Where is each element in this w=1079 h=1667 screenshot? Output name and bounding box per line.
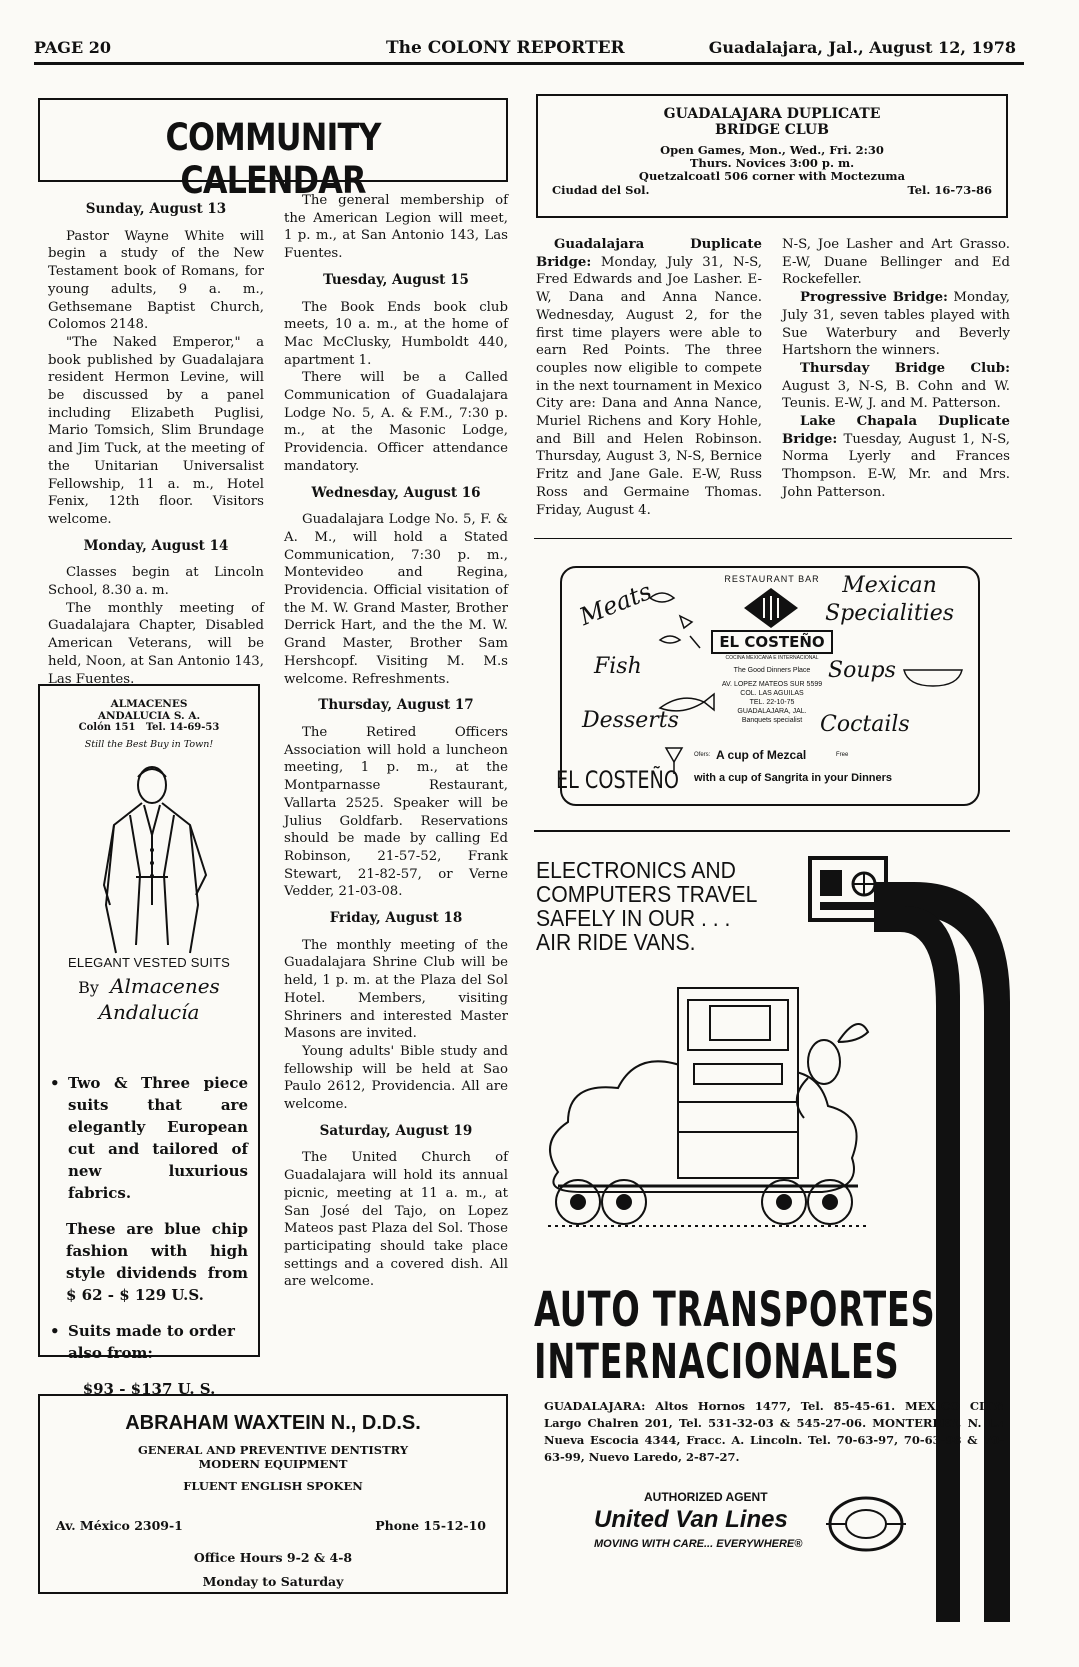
transportes-slogan: MOVING WITH CARE... EVERYWHERE® <box>594 1538 803 1550</box>
calendar-date-heading: Saturday, August 19 <box>319 1122 473 1139</box>
almacenes-name2: ANDALUCIA S. A. <box>97 710 201 722</box>
almacenes-headline: ELEGANT VESTED SUITS <box>68 955 230 970</box>
bridge-result-entry <box>782 236 1010 289</box>
almacenes-by: By <box>78 978 99 997</box>
calendar-title: COMMUNITY CALENDAR <box>165 116 381 202</box>
transportes-headline4: AIR RIDE VANS. <box>536 929 696 955</box>
transportes-addresses: GUADALAJARA: Altos Hornos 1477, Tel. 85-45-61. MEXICO CITY: Largo Chalren 201, Tel. 531-32-03 & 545-27-06. MONTERREY, N. L.: Nueva Escocia 4344, Fracc. A. Lincoln. Tel. 70-63-97, 70-63-98 & 70-63-99, Nuevo Laredo, 2-87-27. <box>544 1399 1004 1464</box>
costeno-restaurant-bar: RESTAURANT BAR <box>724 574 820 584</box>
transportes-headline3: SAFELY IN OUR . . . <box>536 905 731 931</box>
dentist-days: Monday to Saturday <box>202 1574 344 1589</box>
bridge-line2: Thurs. Novices 3:00 p. m. <box>689 156 855 170</box>
dentist-ad <box>38 1394 508 1594</box>
calendar-date-heading: Tuesday, August 15 <box>323 271 469 288</box>
almacenes-phone: Tel. 14-69-53 <box>145 722 220 733</box>
costeno-banquets: Banquets specialist <box>741 717 803 724</box>
costeno-desserts: Desserts <box>582 708 679 733</box>
almacenes-bullet1: Two & Three piece suits that are elegantly European cut and tailored of new luxurious fabrics. <box>68 1074 248 1202</box>
calendar-entry: "The Naked Emperor," a book published by Guadalajara resident Hermon Levine, will be discussed by a panel including Elizabeth Puglisi, Mario Tomsich, Slim Brundage and Jim Tuck, at the meeting of the Unitarian Universalist Fellowship, 11 a. m., Hotel Fenix, 12th floor. Visitors welcome. <box>48 334 264 527</box>
dentist-line3: FLUENT ENGLISH SPOKEN <box>183 1479 363 1493</box>
almacenes-ad: ALMACENES ANDALUCIA S. A. Colón 151 Tel. 14-69-53 Still the Best Buy in Town! ELEGANT VESTED SUITS By Almacenes Andalucía • Two & Three piece suits that are elegantly European cut and tailored of new luxurious fabrics. These are blue chip fashion with high style dividends from $ 62 - $ 129 U.S. • Suits made to order also from: $93 - $137 U. S. <box>38 684 260 1357</box>
calendar-entry: The monthly meeting of Guadalajara Chapter, Disabled American Veterans, will be held, Noon, at San Antonio 143, Las Fuentes. <box>48 600 264 687</box>
almacenes-script2: Andalucía <box>98 1000 200 1024</box>
costeno-address3: TEL. 22-10-75 <box>749 699 795 706</box>
almacenes-address: Colón 151 <box>78 722 136 733</box>
calendar-entry: There will be a Called Communication of Guadalajara Lodge No. 5, A. & F.M., 7:30 p. m., at the Masonic Lodge, Providencia. Officer attendance mandatory. <box>284 370 508 474</box>
dentist-name: ABRAHAM WAXTEIN N., D.D.S. <box>125 1412 421 1434</box>
calendar-entry: Young adults' Bible study and fellowship will be held at Sao Paulo 2612, Providencia. All are welcome. <box>284 1043 508 1113</box>
calendar-entry: Classes begin at Lincoln School, 8.30 a. m. <box>48 565 264 599</box>
transportes-headline2: COMPUTERS TRAVEL <box>536 881 758 907</box>
costeno-free: Free <box>836 752 849 758</box>
almacenes-price: $93 - $137 U. S. <box>82 1380 216 1398</box>
costeno-mexican: Mexican <box>842 573 937 598</box>
dentist-hours: Office Hours 9-2 & 4-8 <box>193 1550 353 1565</box>
calendar-date-heading: Monday, August 14 <box>83 537 229 554</box>
dentist-address: Av. México 2309-1 <box>56 1518 183 1533</box>
calendar-title-box <box>38 98 508 202</box>
united-van-lines-logo-icon <box>826 1494 906 1554</box>
costeno-address4: GUADALAJARA, JAL. <box>737 708 807 715</box>
bridge-tel: Tel. 16-73-86 <box>907 183 992 197</box>
page-number: PAGE 20 <box>34 38 111 57</box>
costeno-address1: AV. LOPEZ MATEOS SUR 5599 <box>721 681 823 688</box>
costeno-offers: Ofers: <box>694 752 711 758</box>
costeno-address2: COL. LAS AGUILAS <box>740 690 804 697</box>
bridge-result-text: Tuesday, August 1, N-S, Norma Lyerly and Frances Thompson. E-W, Mr. and Mrs. John Patterson. <box>782 431 1010 500</box>
calendar-date-heading: Friday, August 18 <box>329 910 463 927</box>
van-on-cloud-illustration <box>538 982 878 1230</box>
calendar-entry: The monthly meeting of the Guadalajara Shrine Club will be held, 1 p. m. at the Plaza del Sol Hotel. Members, visiting Shriners and interested Master Masons are invited. <box>284 937 508 1042</box>
dentist-phone: Phone 15-12-10 <box>375 1518 486 1533</box>
calendar-date-heading: Thursday, August 17 <box>318 697 474 714</box>
dateline: Guadalajara, Jal., August 12, 1978 <box>708 38 1016 57</box>
costeno-fish: Fish <box>594 654 642 679</box>
suited-man-illustration <box>40 755 260 955</box>
calendar-date-heading: Sunday, August 13 <box>85 201 227 217</box>
bridge-club-name: Thursday Bridge Club: <box>800 360 1010 376</box>
costeno-specialities: Specialities <box>825 601 954 626</box>
calendar-entry: The United Church of Guadalajara will hold its annual picnic, meeting at 11 a. m., at San José del Tajo, on Lopez Mateos past Plaza del Sol. Those participating should take place settings and a covered dish. All are welcome. <box>284 1150 508 1290</box>
auto-transportes-ad <box>534 830 1010 1632</box>
dentist-line1: GENERAL AND PREVENTIVE DENTISTRY <box>137 1443 409 1457</box>
page-header <box>34 36 1024 65</box>
calendar-entry: The Retired Officers Association will hold a luncheon meeting, 1 p. m., at the Montparnasse Restaurant, Vallarta 2525. Speaker will be Julius Goldfarb. Reservations should be made by calling Ed Robinson, 21-57-52, Frank Stewart, 21-82-57, or Verne Vedder, 21-03-08. <box>284 724 508 900</box>
costeno-soups: Soups <box>828 658 896 683</box>
bridge-title1: GUADALAJARA DUPLICATE <box>663 106 881 122</box>
transportes-headline1: ELECTRONICS AND <box>536 857 736 883</box>
bridge-news-column-2 <box>782 236 1010 502</box>
soup-bowl-icon <box>898 654 968 690</box>
bridge-result-entry <box>782 360 1010 413</box>
el-costeno-ad <box>556 566 980 806</box>
bridge-title2: BRIDGE CLUB <box>715 122 829 138</box>
bridge-result-text: N-S, Joe Lasher and Art Grasso. E-W, Duane Bellinger and Ed Rockefeller. <box>782 237 1010 288</box>
costeno-bottom-name: EL COSTEÑO <box>556 766 679 794</box>
transportes-name2: INTERNACIONALES <box>534 1334 900 1390</box>
transportes-name1: AUTO TRANSPORTES <box>534 1282 936 1338</box>
bridge-result-text: Monday, July 31, N-S, Fred Edwards and Joe Lasher. E-W, Dana and Anna Nance. Wednesday, August 2, for the first time players were able to earn Red Points. The three couples now eligible to compete in the next tournament in Mexico City are: Dana and Anna Nance, Muriel Richens and Kory Hohle, and Bill and Helen Robinson. Thursday, August 3, N-S, Bernice Fritz and Jane Gale. E-W, Russ Ross and Germaine Thomas. Friday, August 4. <box>536 254 762 518</box>
bridge-result-text: Monday, July 31, seven tables played with Sue Waterbury and Beverly Hartshorn the winners. <box>782 290 1010 359</box>
bridge-news-column-1 <box>536 236 762 519</box>
almacenes-para2: These are blue chip fashion with high style dividends from $ 62 - $ 129 U.S. <box>66 1220 248 1304</box>
bridge-result-entry <box>782 289 1010 360</box>
calendar-entry: The general membership of the American Legion will meet, 1 p. m., at San Antonio 143, Las Fuentes. <box>284 193 508 262</box>
bridge-club-name: Guadalajara Duplicate Bridge: <box>536 237 762 270</box>
transportes-agent: AUTHORIZED AGENT <box>644 1490 768 1504</box>
dentist-line2: MODERN EQUIPMENT <box>198 1457 348 1471</box>
bridge-place: Ciudad del Sol. <box>552 183 650 197</box>
calendar-date-heading: Wednesday, August 16 <box>311 484 481 501</box>
almacenes-bullet2: Suits made to order also from: <box>68 1322 235 1362</box>
bridge-club-ad <box>536 94 1008 218</box>
almacenes-tagline: Still the Best Buy in Town! <box>84 739 214 750</box>
calendar-column-2 <box>284 192 508 1291</box>
bridge-club-name: Progressive Bridge: <box>800 290 948 306</box>
calendar-entry: The Book Ends book club meets, 10 a. m., at the home of Mac McClusky, Humboldt 440, apartment 1. <box>284 299 508 368</box>
costeno-good-dinners: The Good Dinners Place <box>733 667 811 674</box>
costeno-meats: Meats <box>575 576 656 632</box>
costeno-sangrita: with a cup of Sangrita in your Dinners <box>694 772 893 784</box>
calendar-entry: Pastor Wayne White will begin a study of the New Testament book of Romans, for young adults, 9 a. m., Gethsemane Baptist Church, Colomos 2148. <box>48 228 264 333</box>
bridge-line3: Quetzalcoatl 506 corner with Moctezuma <box>638 169 906 183</box>
costeno-mezcal: A cup of Mezcal <box>716 748 807 762</box>
bridge-result-entry <box>782 413 1010 502</box>
newspaper-name: The COLONY REPORTER <box>386 38 625 58</box>
transportes-brand: United Van Lines <box>594 1506 788 1533</box>
calendar-entry: Guadalajara Lodge No. 5, F. & A. M., will hold a Stated Communication, 7:30 p. m., Montevideo and Regina, Providencia. Official visitation of the M. W. Grand Master, Brother Derrick Hart, and the the M. W. Grand Master, Brother Sam Hershcopf. Visiting M. M.s welcome. Refreshments. <box>284 512 508 687</box>
costeno-logo: EL COSTEÑO <box>711 630 832 654</box>
divider <box>534 538 1012 539</box>
bridge-line1: Open Games, Mon., Wed., Fri. 2:30 <box>660 143 884 157</box>
costeno-diamond-logo-icon <box>744 588 798 628</box>
bridge-result-entry <box>536 236 762 519</box>
bridge-result-text: August 3, N-S, B. Cohn and W. Teunis. E-W, J. and M. Patterson. <box>782 378 1010 412</box>
bridge-club-name: Lake Chapala Duplicate Bridge: <box>782 414 1010 447</box>
calendar-column-1 <box>48 192 264 688</box>
almacenes-name: ALMACENES <box>110 698 188 710</box>
almacenes-script1: Almacenes <box>110 974 220 998</box>
costeno-coctails: Coctails <box>820 712 910 737</box>
costeno-logo-sub: COCINA MEXICANA E INTERNACIONAL <box>725 655 819 661</box>
